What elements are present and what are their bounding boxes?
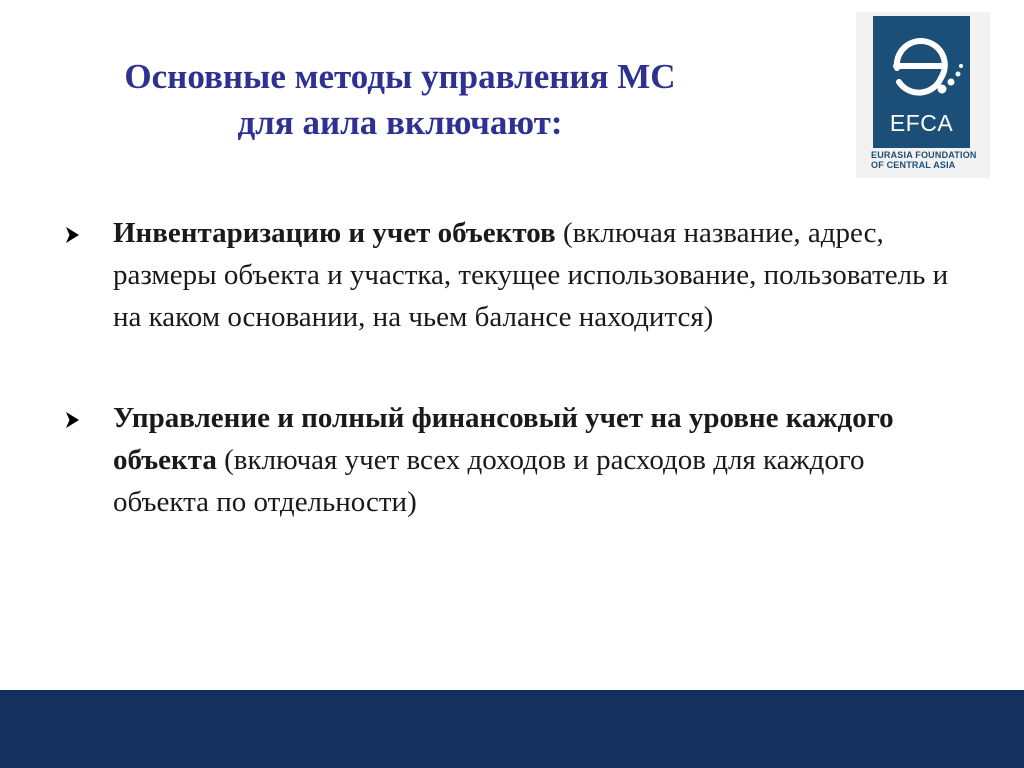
bullet-text: (включая учет всех доходов и расходов для каждого объекта по отдельности) [113,444,865,518]
footer-band [0,690,1024,768]
efca-e-logo-icon [873,16,970,108]
arrow-bullet-icon [62,397,84,439]
bullet-bold-text: Инвентаризацию и учет объектов [113,217,556,249]
slide-title-line-2: для аила включают: [237,103,563,142]
bullet-item-finance [62,397,962,523]
arrow-bullet-icon [62,212,84,254]
efca-logo-name-line-1: EURASIA FOUNDATION [871,150,977,160]
efca-logo-name-line-2: OF CENTRAL ASIA [871,160,956,170]
efca-logo-name [871,150,979,170]
slide-title-line-1: Основные методы управления МС [124,57,676,96]
bullet-text: (включая название, адрес, размеры объекта и участка, текущее использование, пользователь и на каком основании, на чьем балансе находится) [113,217,949,333]
slide-title [80,54,720,146]
bullet-bold-text: Управление и полный финансовый учет на уровне каждого объекта [113,402,894,476]
efca-logo-abbr: EFCA [889,110,954,136]
bullet-item-inventory [62,212,962,338]
efca-logo [856,12,990,178]
bullet-list [62,212,962,523]
efca-logo-badge [873,16,970,148]
